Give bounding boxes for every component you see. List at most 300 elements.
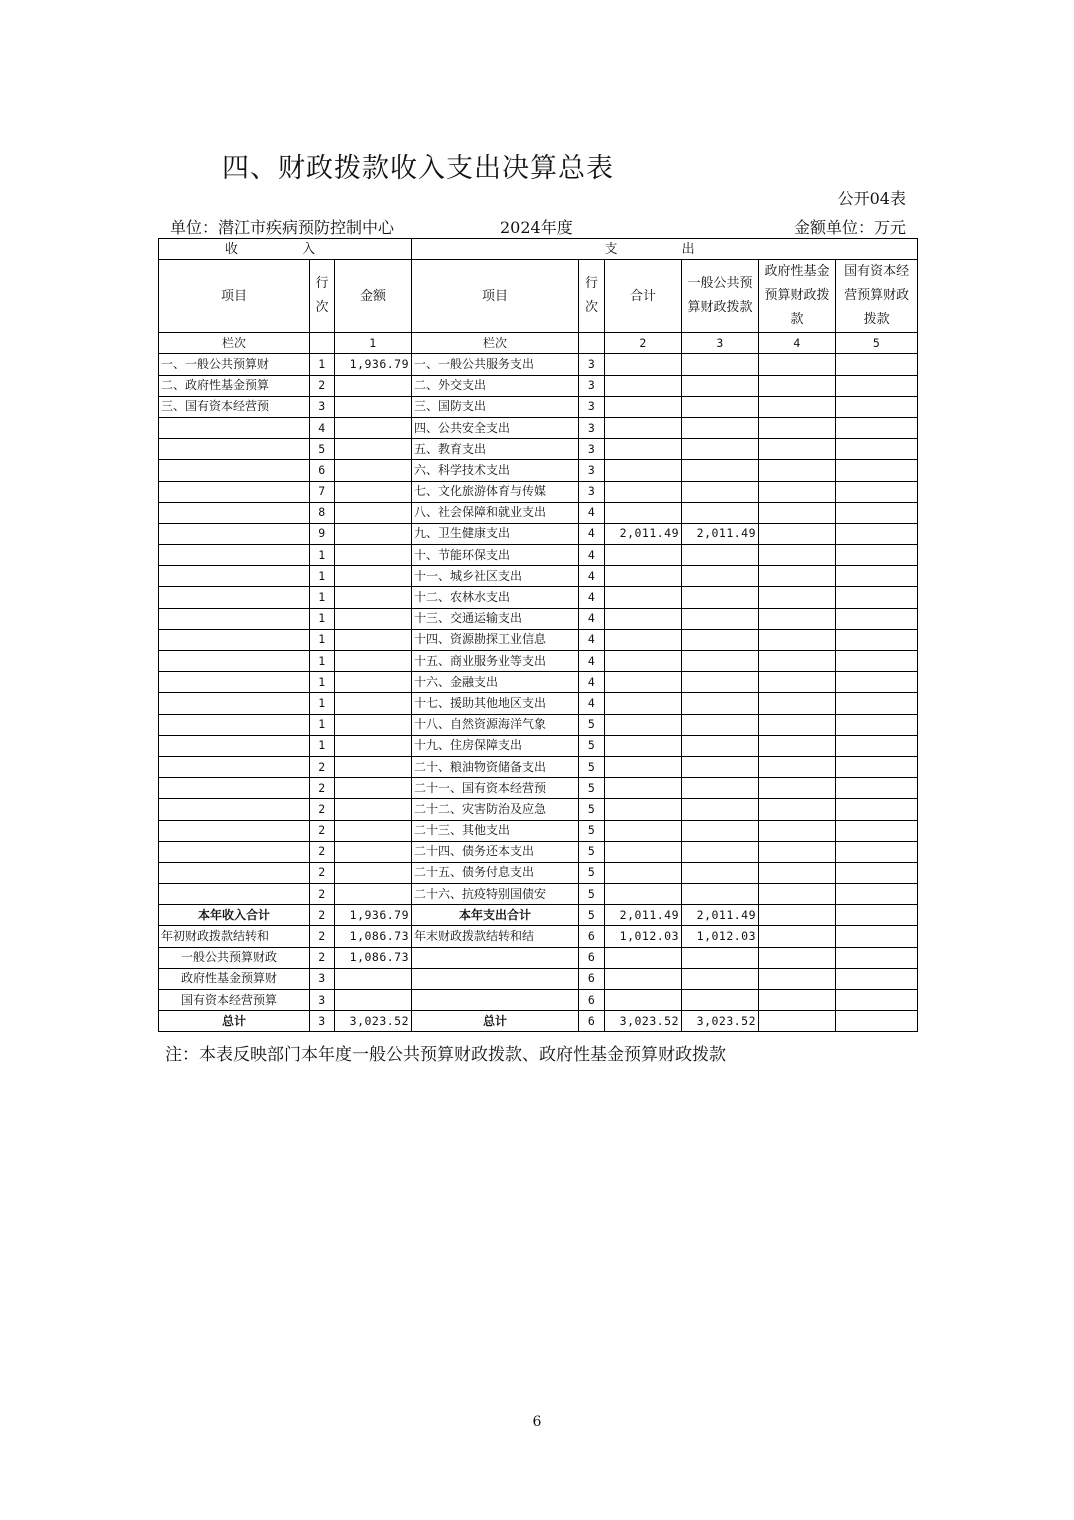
general-budget-amount — [682, 778, 759, 799]
income-row-no: 1 — [310, 587, 335, 608]
state-capital-amount — [836, 778, 918, 799]
total-amount — [605, 735, 682, 756]
total-amount — [605, 651, 682, 672]
state-capital-amount — [836, 672, 918, 693]
income-row-no: 1 — [310, 608, 335, 629]
income-row-no: 9 — [310, 523, 335, 544]
fund-budget-amount — [759, 545, 836, 566]
income-amount — [335, 651, 412, 672]
expense-item: 二十五、债务付息支出 — [412, 862, 579, 883]
income-item: 三、国有资本经营预 — [159, 396, 310, 417]
income-row-no: 6 — [310, 460, 335, 481]
fund-budget-amount — [759, 460, 836, 481]
income-row-no: 2 — [310, 756, 335, 777]
general-budget-amount — [682, 417, 759, 438]
total-amount — [605, 862, 682, 883]
expense-item: 十七、援助其他地区支出 — [412, 693, 579, 714]
total-amount — [605, 587, 682, 608]
expense-row-no: 5 — [579, 841, 605, 862]
expense-row-no: 3 — [579, 417, 605, 438]
total-amount — [605, 947, 682, 968]
income-amount — [335, 545, 412, 566]
income-item — [159, 799, 310, 820]
income-amount — [335, 672, 412, 693]
total-amount — [605, 756, 682, 777]
col-3-label: 3 — [682, 333, 759, 354]
general-budget-amount — [682, 693, 759, 714]
expense-item: 十、节能环保支出 — [412, 545, 579, 566]
expense-row-no: 4 — [579, 693, 605, 714]
general-budget-amount — [682, 672, 759, 693]
expense-row-no: 5 — [579, 799, 605, 820]
state-capital-amount — [836, 502, 918, 523]
income-item: 国有资本经营预算 — [159, 990, 310, 1011]
income-header: 收 入 — [159, 239, 412, 260]
income-amount — [335, 990, 412, 1011]
expense-item — [412, 968, 579, 989]
income-amount — [335, 417, 412, 438]
total-amount — [605, 375, 682, 396]
total-amount — [605, 417, 682, 438]
state-capital-amount — [836, 587, 918, 608]
money-unit-label: 金额单位：万元 — [793, 218, 906, 237]
expense-item: 二十、粮油物资储备支出 — [412, 756, 579, 777]
state-capital-header: 国有资本经营预算财政拨款 — [836, 260, 918, 333]
table-row — [159, 693, 918, 714]
state-capital-amount — [836, 926, 918, 947]
income-amount — [335, 820, 412, 841]
expense-item: 一、一般公共服务支出 — [412, 354, 579, 375]
expense-rowno-header: 行次 — [579, 260, 605, 333]
total-amount — [605, 841, 682, 862]
income-amount — [335, 608, 412, 629]
income-row-no: 4 — [310, 417, 335, 438]
table-row — [159, 968, 918, 989]
income-row-no: 1 — [310, 545, 335, 566]
expense-item: 六、科学技术支出 — [412, 460, 579, 481]
expense-item: 十四、资源勘探工业信息 — [412, 629, 579, 650]
income-item: 本年收入合计 — [159, 905, 310, 926]
general-budget-amount — [682, 862, 759, 883]
income-amount — [335, 756, 412, 777]
expense-item: 十六、金融支出 — [412, 672, 579, 693]
total-amount — [605, 968, 682, 989]
income-row-no: 3 — [310, 396, 335, 417]
expense-item: 二十三、其他支出 — [412, 820, 579, 841]
expense-item: 十三、交通运输支出 — [412, 608, 579, 629]
header-row-columns — [159, 260, 918, 333]
fund-budget-amount — [759, 672, 836, 693]
state-capital-amount — [836, 354, 918, 375]
fund-budget-amount — [759, 947, 836, 968]
total-header: 合计 — [605, 260, 682, 333]
fund-budget-amount — [759, 778, 836, 799]
general-budget-amount: 2,011.49 — [682, 523, 759, 544]
general-budget-amount — [682, 502, 759, 523]
col-5-label: 5 — [836, 333, 918, 354]
state-capital-amount — [836, 417, 918, 438]
expense-row-no: 4 — [579, 672, 605, 693]
income-row-no: 1 — [310, 651, 335, 672]
income-item: 年初财政拨款结转和 — [159, 926, 310, 947]
expense-row-no: 5 — [579, 905, 605, 926]
fund-budget-amount — [759, 566, 836, 587]
table-row — [159, 714, 918, 735]
fund-budget-amount — [759, 1011, 836, 1032]
header-row-groups — [159, 239, 918, 260]
table-row — [159, 926, 918, 947]
total-amount: 3,023.52 — [605, 1011, 682, 1032]
expense-row-no: 3 — [579, 460, 605, 481]
income-row-no: 2 — [310, 799, 335, 820]
total-amount — [605, 714, 682, 735]
total-amount — [605, 608, 682, 629]
fund-budget-header: 政府性基金预算财政拨款 — [759, 260, 836, 333]
income-item — [159, 523, 310, 544]
income-item — [159, 693, 310, 714]
income-row-no: 5 — [310, 439, 335, 460]
income-item — [159, 651, 310, 672]
expense-item: 四、公共安全支出 — [412, 417, 579, 438]
total-amount — [605, 778, 682, 799]
state-capital-amount — [836, 651, 918, 672]
total-amount — [605, 693, 682, 714]
income-amount — [335, 799, 412, 820]
page-title: 四、财政拨款收入支出决算总表 — [222, 153, 614, 184]
fund-budget-amount — [759, 502, 836, 523]
expense-item: 二十二、灾害防治及应急 — [412, 799, 579, 820]
income-row-no: 1 — [310, 693, 335, 714]
table-row — [159, 396, 918, 417]
income-item: 一般公共预算财政 — [159, 947, 310, 968]
fund-budget-amount — [759, 990, 836, 1011]
expense-item: 十一、城乡社区支出 — [412, 566, 579, 587]
expense-row-no: 5 — [579, 756, 605, 777]
lanci-row — [159, 333, 918, 354]
fund-budget-amount — [759, 862, 836, 883]
income-amount — [335, 884, 412, 905]
general-budget-amount — [682, 651, 759, 672]
fund-budget-amount — [759, 587, 836, 608]
table-row — [159, 523, 918, 544]
income-item — [159, 545, 310, 566]
fund-budget-amount — [759, 396, 836, 417]
expense-item: 八、社会保障和就业支出 — [412, 502, 579, 523]
general-budget-amount — [682, 545, 759, 566]
income-item: 政府性基金预算财 — [159, 968, 310, 989]
income-item — [159, 460, 310, 481]
expense-row-no: 6 — [579, 926, 605, 947]
income-lanci: 栏次 — [159, 333, 310, 354]
general-budget-amount — [682, 820, 759, 841]
state-capital-amount — [836, 439, 918, 460]
general-budget-header: 一般公共预算财政拨款 — [682, 260, 759, 333]
expense-item: 七、文化旅游体育与传媒 — [412, 481, 579, 502]
expense-item: 九、卫生健康支出 — [412, 523, 579, 544]
total-amount — [605, 439, 682, 460]
general-budget-amount — [682, 990, 759, 1011]
state-capital-amount — [836, 523, 918, 544]
table-row — [159, 820, 918, 841]
state-capital-amount — [836, 756, 918, 777]
expense-item: 二十六、抗疫特别国债安 — [412, 884, 579, 905]
expense-item: 本年支出合计 — [412, 905, 579, 926]
income-amount — [335, 460, 412, 481]
income-item — [159, 841, 310, 862]
state-capital-amount — [836, 396, 918, 417]
state-capital-amount — [836, 481, 918, 502]
income-item — [159, 481, 310, 502]
fund-budget-amount — [759, 884, 836, 905]
expense-item: 总计 — [412, 1011, 579, 1032]
income-amount: 1,936.79 — [335, 905, 412, 926]
income-amount — [335, 566, 412, 587]
table-row — [159, 608, 918, 629]
state-capital-amount — [836, 820, 918, 841]
table-row — [159, 629, 918, 650]
income-row-no: 2 — [310, 947, 335, 968]
table-row — [159, 545, 918, 566]
expense-row-no: 3 — [579, 375, 605, 396]
expense-row-no: 4 — [579, 566, 605, 587]
fund-budget-amount — [759, 481, 836, 502]
income-amount — [335, 481, 412, 502]
budget-table — [158, 238, 918, 1032]
state-capital-amount — [836, 905, 918, 926]
income-item — [159, 608, 310, 629]
expense-row-no: 4 — [579, 523, 605, 544]
expense-row-no: 3 — [579, 481, 605, 502]
income-row-no: 1 — [310, 566, 335, 587]
income-item — [159, 756, 310, 777]
income-item — [159, 439, 310, 460]
income-row-no: 1 — [310, 714, 335, 735]
table-row — [159, 778, 918, 799]
table-row — [159, 947, 918, 968]
income-amount — [335, 375, 412, 396]
table-row — [159, 651, 918, 672]
income-item: 二、政府性基金预算 — [159, 375, 310, 396]
fund-budget-amount — [759, 651, 836, 672]
table-row — [159, 481, 918, 502]
table-row — [159, 417, 918, 438]
income-row-no: 2 — [310, 862, 335, 883]
expense-row-no: 4 — [579, 608, 605, 629]
income-item: 总计 — [159, 1011, 310, 1032]
income-amount-header: 金额 — [335, 260, 412, 333]
expense-row-no: 5 — [579, 884, 605, 905]
total-amount — [605, 502, 682, 523]
table-row — [159, 756, 918, 777]
fund-budget-amount — [759, 905, 836, 926]
expense-row-no: 4 — [579, 502, 605, 523]
income-row-no: 2 — [310, 778, 335, 799]
table-row — [159, 905, 918, 926]
col-4-label: 4 — [759, 333, 836, 354]
income-amount: 1,086.73 — [335, 926, 412, 947]
state-capital-amount — [836, 735, 918, 756]
total-amount — [605, 460, 682, 481]
table-number: 公开04表 — [837, 189, 906, 208]
general-budget-amount — [682, 735, 759, 756]
income-row-no: 3 — [310, 1011, 335, 1032]
general-budget-amount: 2,011.49 — [682, 905, 759, 926]
expense-row-no: 4 — [579, 587, 605, 608]
state-capital-amount — [836, 1011, 918, 1032]
col-2-label: 2 — [605, 333, 682, 354]
expense-row-no: 5 — [579, 862, 605, 883]
expense-item: 二十四、债务还本支出 — [412, 841, 579, 862]
expense-row-no: 5 — [579, 778, 605, 799]
table-row — [159, 990, 918, 1011]
state-capital-amount — [836, 862, 918, 883]
income-amount — [335, 693, 412, 714]
income-row-no: 3 — [310, 990, 335, 1011]
fund-budget-amount — [759, 735, 836, 756]
general-budget-amount — [682, 460, 759, 481]
state-capital-amount — [836, 841, 918, 862]
income-row-no: 2 — [310, 905, 335, 926]
income-item — [159, 502, 310, 523]
income-row-no: 2 — [310, 375, 335, 396]
income-row-no: 3 — [310, 968, 335, 989]
general-budget-amount — [682, 481, 759, 502]
expense-item: 二十一、国有资本经营预 — [412, 778, 579, 799]
income-row-no: 1 — [310, 672, 335, 693]
general-budget-amount — [682, 799, 759, 820]
income-amount: 1,936.79 — [335, 354, 412, 375]
unit-label: 单位：潜江市疾病预防控制中心 — [170, 218, 395, 237]
total-amount — [605, 884, 682, 905]
expense-lanci: 栏次 — [412, 333, 579, 354]
income-item: 一、一般公共预算财 — [159, 354, 310, 375]
general-budget-amount — [682, 841, 759, 862]
expense-item: 三、国防支出 — [412, 396, 579, 417]
fund-budget-amount — [759, 756, 836, 777]
income-row-no: 8 — [310, 502, 335, 523]
table-row — [159, 884, 918, 905]
income-item — [159, 778, 310, 799]
expense-row-no: 3 — [579, 396, 605, 417]
income-amount — [335, 396, 412, 417]
expense-header: 支 出 — [412, 239, 918, 260]
fund-budget-amount — [759, 629, 836, 650]
total-amount — [605, 799, 682, 820]
table-row — [159, 841, 918, 862]
page-number: 6 — [532, 1414, 542, 1430]
table-row — [159, 375, 918, 396]
table-row — [159, 862, 918, 883]
total-amount — [605, 990, 682, 1011]
fund-budget-amount — [759, 439, 836, 460]
expense-item: 十八、自然资源海洋气象 — [412, 714, 579, 735]
expense-row-no: 4 — [579, 651, 605, 672]
general-budget-amount — [682, 629, 759, 650]
state-capital-amount — [836, 460, 918, 481]
table-row — [159, 587, 918, 608]
expense-item: 年末财政拨款结转和结 — [412, 926, 579, 947]
income-item — [159, 417, 310, 438]
income-item — [159, 862, 310, 883]
general-budget-amount — [682, 354, 759, 375]
state-capital-amount — [836, 990, 918, 1011]
income-item — [159, 884, 310, 905]
table-row — [159, 735, 918, 756]
state-capital-amount — [836, 884, 918, 905]
state-capital-amount — [836, 947, 918, 968]
total-amount — [605, 481, 682, 502]
general-budget-amount — [682, 756, 759, 777]
table-row — [159, 672, 918, 693]
expense-item — [412, 947, 579, 968]
fund-budget-amount — [759, 608, 836, 629]
state-capital-amount — [836, 375, 918, 396]
state-capital-amount — [836, 968, 918, 989]
general-budget-amount — [682, 968, 759, 989]
expense-row-no: 6 — [579, 1011, 605, 1032]
income-item — [159, 566, 310, 587]
state-capital-amount — [836, 714, 918, 735]
income-row-no: 1 — [310, 629, 335, 650]
expense-row-no: 5 — [579, 735, 605, 756]
table-row — [159, 502, 918, 523]
table-row — [159, 566, 918, 587]
expense-row-no: 3 — [579, 439, 605, 460]
income-amount — [335, 439, 412, 460]
income-amount — [335, 587, 412, 608]
general-budget-amount: 3,023.52 — [682, 1011, 759, 1032]
table-row — [159, 1011, 918, 1032]
income-item — [159, 735, 310, 756]
expense-item: 五、教育支出 — [412, 439, 579, 460]
income-amount — [335, 735, 412, 756]
general-budget-amount — [682, 439, 759, 460]
total-amount — [605, 545, 682, 566]
income-amount — [335, 841, 412, 862]
fund-budget-amount — [759, 968, 836, 989]
state-capital-amount — [836, 693, 918, 714]
general-budget-amount — [682, 375, 759, 396]
fund-budget-amount — [759, 820, 836, 841]
expense-item: 十九、住房保障支出 — [412, 735, 579, 756]
fund-budget-amount — [759, 841, 836, 862]
income-item — [159, 820, 310, 841]
income-item — [159, 714, 310, 735]
total-amount: 1,012.03 — [605, 926, 682, 947]
income-row-no: 1 — [310, 735, 335, 756]
fund-budget-amount — [759, 926, 836, 947]
general-budget-amount — [682, 608, 759, 629]
expense-item: 十五、商业服务业等支出 — [412, 651, 579, 672]
expense-row-no: 3 — [579, 354, 605, 375]
fund-budget-amount — [759, 417, 836, 438]
expense-row-no: 4 — [579, 545, 605, 566]
total-amount: 2,011.49 — [605, 523, 682, 544]
expense-item: 十二、农林水支出 — [412, 587, 579, 608]
table-row — [159, 439, 918, 460]
total-amount — [605, 354, 682, 375]
income-row-no: 7 — [310, 481, 335, 502]
total-amount — [605, 396, 682, 417]
fund-budget-amount — [759, 714, 836, 735]
general-budget-amount — [682, 566, 759, 587]
expense-row-no: 4 — [579, 629, 605, 650]
expense-row-no: 6 — [579, 947, 605, 968]
expense-item: 二、外交支出 — [412, 375, 579, 396]
income-item — [159, 587, 310, 608]
year-label: 2024年度 — [500, 218, 573, 237]
total-amount — [605, 566, 682, 587]
